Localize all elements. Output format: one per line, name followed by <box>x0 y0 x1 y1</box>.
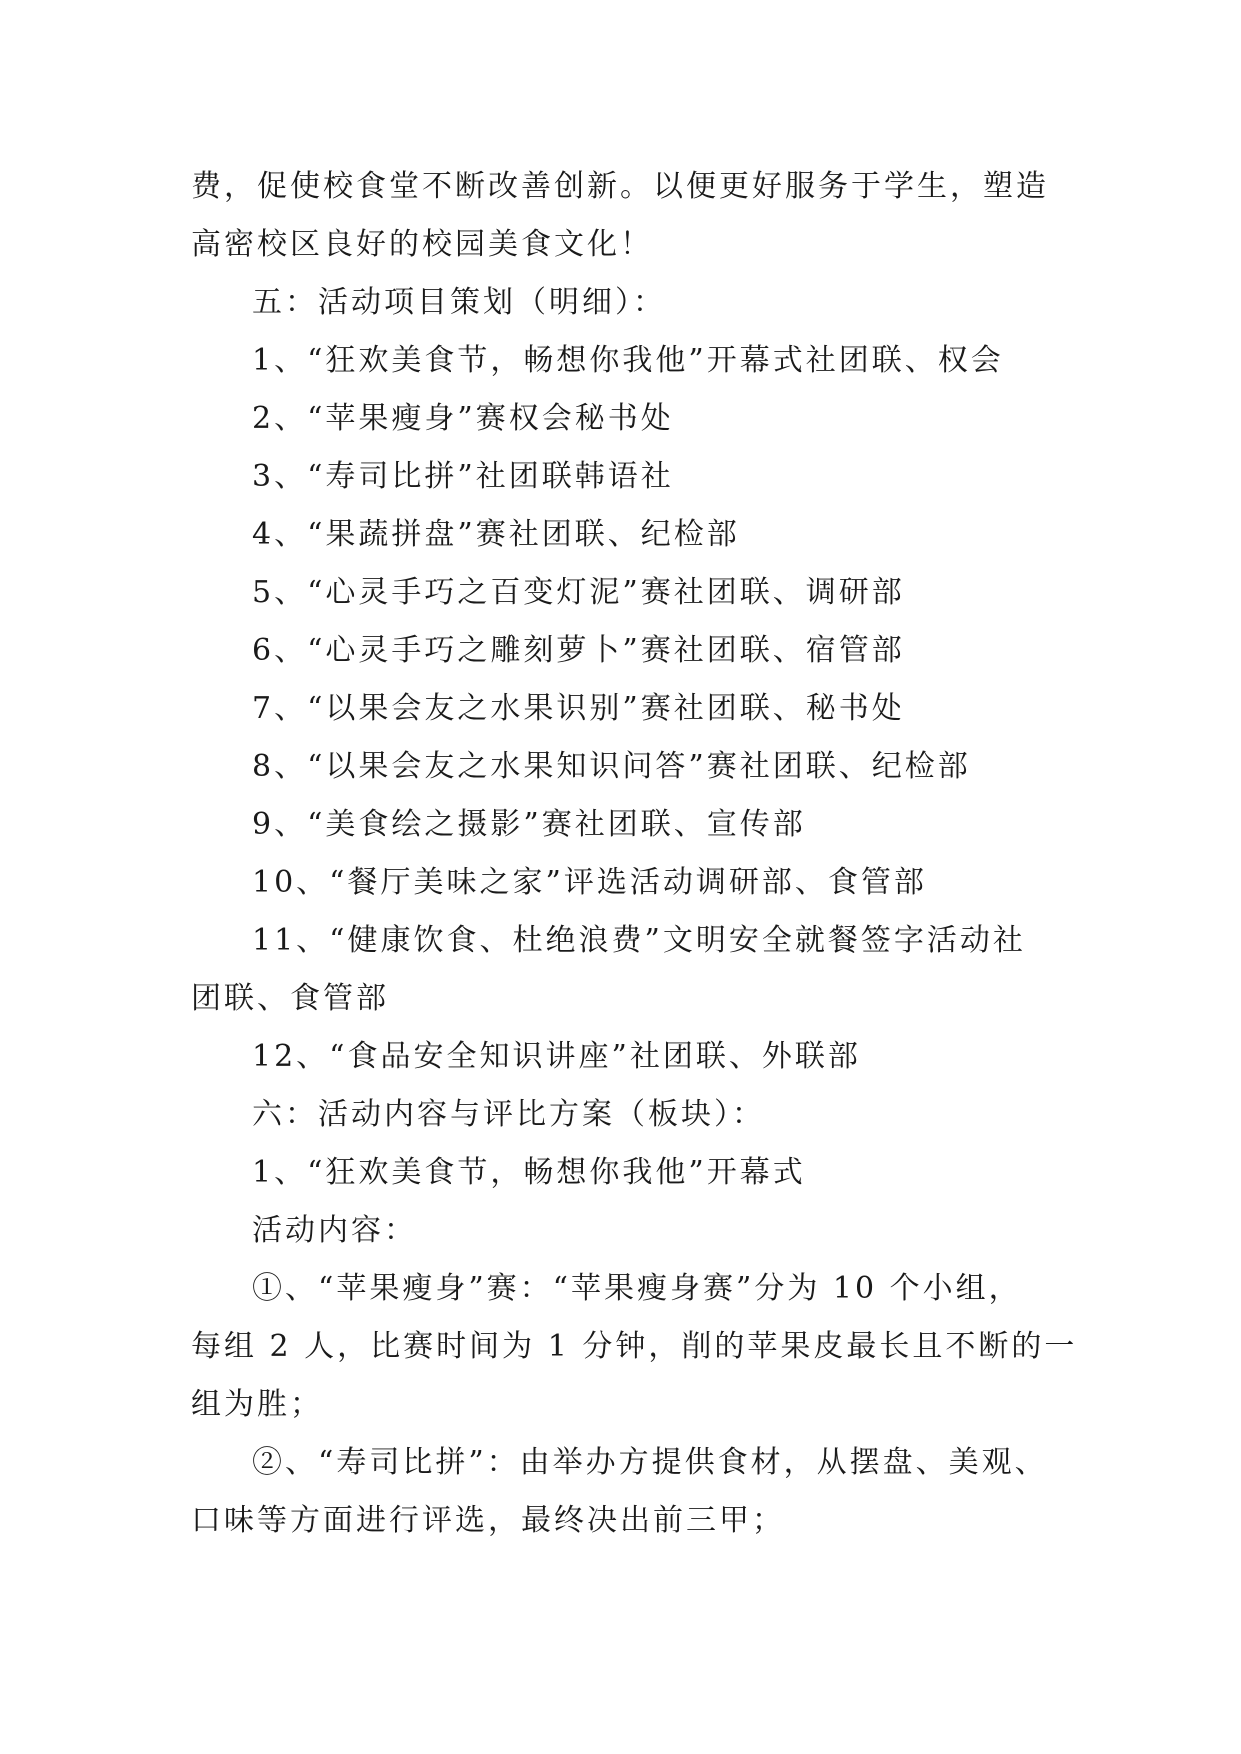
list-item: 10、“餐厅美味之家”评选活动调研部、食管部 <box>252 865 927 900</box>
document-body <box>191 158 1078 1550</box>
section-heading: 五：活动项目策划（明细）： <box>252 285 666 320</box>
list-item: 5、“心灵手巧之百变灯泥”赛社团联、调研部 <box>252 575 905 610</box>
list-item: 1、“狂欢美食节，畅想你我他”开幕式社团联、权会 <box>252 343 1004 378</box>
paragraph-line: 每组 2 人，比赛时间为 1 分钟，削的苹果皮最长且不断的一 <box>191 1329 1078 1364</box>
list-item: 7、“以果会友之水果识别”赛社团联、秘书处 <box>252 691 905 726</box>
list-item: 3、“寿司比拼”社团联韩语社 <box>252 459 674 494</box>
label-line: 活动内容： <box>252 1213 417 1248</box>
list-item: 12、“食品安全知识讲座”社团联、外联部 <box>252 1039 861 1074</box>
paragraph-line: 费，促使校食堂不断改善创新。以便更好服务于学生，塑造 <box>191 169 1049 204</box>
paragraph-line: 口味等方面进行评选，最终决出前三甲； <box>191 1503 785 1538</box>
list-item: 6、“心灵手巧之雕刻萝卜”赛社团联、宿管部 <box>252 633 905 668</box>
list-item: 11、“健康饮食、杜绝浪费”文明安全就餐签字活动社 <box>252 923 1026 958</box>
paragraph-line: ②、“寿司比拼”：由举办方提供食材，从摆盘、美观、 <box>252 1445 1048 1480</box>
list-item: 9、“美食绘之摄影”赛社团联、宣传部 <box>252 807 806 842</box>
section-heading: 六：活动内容与评比方案（板块）： <box>252 1097 765 1132</box>
paragraph-line: 组为胜； <box>191 1387 323 1422</box>
subsection-heading: 1、“狂欢美食节，畅想你我他”开幕式 <box>252 1155 806 1190</box>
paragraph-line: 高密校区良好的校园美食文化！ <box>191 227 653 262</box>
paragraph-line: ①、“苹果瘦身”赛：“苹果瘦身赛”分为 10 个小组， <box>252 1271 1022 1306</box>
list-item: 4、“果蔬拼盘”赛社团联、纪检部 <box>252 517 740 552</box>
list-item-continuation: 团联、食管部 <box>191 981 389 1016</box>
list-item: 2、“苹果瘦身”赛权会秘书处 <box>252 401 674 436</box>
list-item: 8、“以果会友之水果知识问答”赛社团联、纪检部 <box>252 749 971 784</box>
